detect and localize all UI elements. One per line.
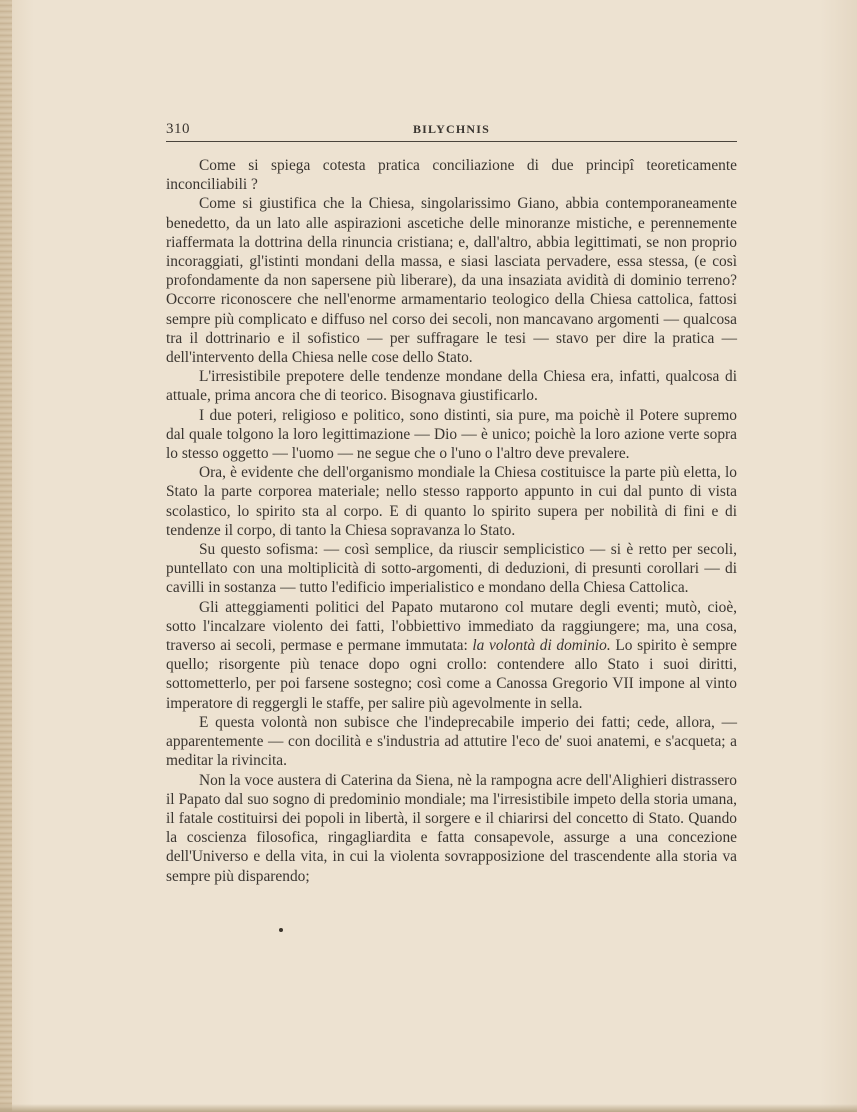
paragraph-2: Come si giustifica che la Chiesa, singolarissimo Giano, abbia contemporaneamente benedetto, da un lato alle aspirazioni ascetiche delle minoranze mistiche, e perennemente riaffermata la dottrina della rinuncia cristiana; e, dall'altro, abbia legittimati, se non proprio incoraggiati, gl'istinti mondani della massa, e siasi lasciata pervadere, essa stessa, (e così profondamente da non sapersene più liberare), da una insaziata avidità di dominio terreno? Occorre riconoscere che nell'enorme armamentario teologico della Chiesa cattolica, fattosi sempre più complicato e diffuso nel corso dei secoli, non mancavano argomenti — qualcosa tra il dottrinario e il sofistico — per suffragare le tesi — stavo per dire la pratica — dell'intervento della Chiesa nelle cose dello Stato.: [166, 195, 737, 367]
paragraph-6: Su questo sofisma: — così semplice, da riuscir semplicistico — si è retto per secoli, puntellato con una moltiplicità di sotto-argomenti, di deduzioni, di presunti corollari — di cavilli in sostanza — tutto l'edificio imperialistico e mondano della Chiesa Cattolica.: [166, 541, 737, 597]
page-header: [166, 120, 737, 140]
page-bottom-edge: [0, 1104, 857, 1112]
paragraph-7: [166, 598, 737, 713]
paragraph-1: Come si spiega cotesta pratica conciliazione di due principî teoreticamente inconciliabili ?: [166, 157, 737, 194]
paragraph-8: E questa volontà non subisce che l'indeprecabile imperio dei fatti; cede, allora, — apparentemente — con docilità e s'industria ad attutire l'eco de' suoi anatemi, e s'acqueta; a meditar la rivincita.: [166, 713, 737, 770]
running-head: BILYCHNIS: [412, 122, 491, 136]
paragraph-7-text-b: Lo spirito è sempre quello; risorgente più tenace dopo ogni crollo: contendere allo Stato i suoi diritti, sottometterlo, per poi farsene sostegno; così come a Canossa Gregorio VII impone al vinto imperatore di reggergli le staffe, per salire più agevolmente in sella.: [166, 637, 737, 712]
paragraph-3: L'irresistibile prepotere delle tendenze mondane della Chiesa era, infatti, qualcosa di attuale, prima ancora che di teorico. Bisognava giustificarlo.: [166, 368, 737, 405]
header-rule: [166, 141, 737, 142]
binding-edge: [0, 0, 12, 1112]
paragraph-7-text-a: Gli atteggiamenti politici del Papato mutarono col mutare degli eventi; mutò, cioè, sotto l'incalzare violento dei fatti, l'obbiettivo immediato da raggiungere; ma, una cosa, traverso ai secoli, permase e permane immutata:: [166, 598, 737, 655]
paragraph-4: I due poteri, religioso e politico, sono distinti, sia pure, ma poichè il Potere supremo dal quale tolgono la loro legittimazione — Dio — è unico; poichè la loro azione verte sopra lo stesso oggetto — l'uomo — ne segue che o l'uno o l'altro deve prevalere.: [166, 406, 737, 463]
paragraph-9: Non la voce austera di Caterina da Siena, nè la rampogna acre dell'Alighieri distrassero il Papato dal suo sogno di predominio mondiale; ma l'irresistibile impeto della storia umana, il fatale costituirsi dei popoli in libertà, il sorgere e il chiarirsi del concetto di Stato. Quando la coscienza filosofica, ringagliardita e fatta consapevole, assurge a una concezione dell'Universo e della vita, in cui la violenta sovrapposizione del trascendente alla storia va sempre più disparendo;: [166, 771, 737, 885]
ink-dot: [279, 928, 283, 932]
body-text: [166, 156, 737, 886]
paragraph-7-italic: la volontà di dominio.: [472, 637, 611, 655]
page-number: 310: [166, 121, 190, 137]
paragraph-5: Ora, è evidente che dell'organismo mondiale la Chiesa costituisce la parte più eletta, lo Stato la parte corporea materiale; nello stesso rapporto appunto in cui dal punto di vista scolastico, lo spirito sta al corpo. E di quanto lo spirito supera per nobilità di fini e di tendenze il corpo, di tanto la Chiesa sopravanza lo Stato.: [166, 464, 737, 539]
